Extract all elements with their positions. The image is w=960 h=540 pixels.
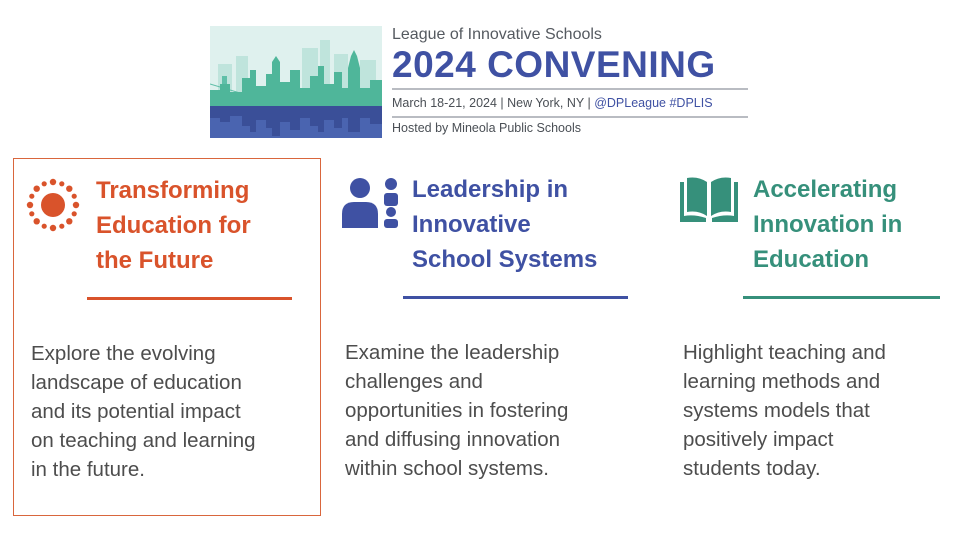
description-line: and its potential impact [31,400,241,423]
dates-place: March 18-21, 2024 | New York, NY | [392,96,591,110]
heading-line: Innovation in [753,211,903,238]
description-line: systems models that [683,399,870,422]
city-skyline-logo [210,26,382,138]
theme-description [31,339,256,484]
heading-line: Transforming [96,177,250,204]
theme-card-accelerating-innovation [678,158,960,516]
heading-line: Accelerating [753,176,898,203]
description-line: Highlight teaching and [683,341,886,364]
description-line: on teaching and learning [31,429,256,452]
theme-description [683,338,886,483]
heading-line: Innovative [412,211,531,238]
heading-line: School Systems [412,246,598,273]
heading-line: the Future [96,247,214,274]
theme-heading [412,172,597,277]
heading-underline [87,297,292,300]
convening-banner [210,26,750,140]
banner-divider [392,88,748,90]
description-line: in the future. [31,458,145,481]
sun-burst-icon [25,177,81,233]
theme-heading [96,173,251,278]
description-line: positively impact [683,428,834,451]
open-book-icon [680,176,738,224]
twitter-handle: @DPLeague [594,96,666,110]
heading-line: Education for [96,212,251,239]
description-line: challenges and [345,370,483,393]
description-line: landscape of education [31,371,242,394]
convening-title: 2024 CONVENING [392,44,716,85]
banner-divider [392,116,748,118]
theme-heading [753,172,902,277]
host-line: Hosted by Mineola Public Schools [392,121,581,135]
description-line: Explore the evolving [31,342,216,365]
description-line: within school systems. [345,457,549,480]
event-dates-location [392,96,713,110]
heading-underline [743,296,940,299]
heading-line: Education [753,246,870,273]
description-line: Examine the leadership [345,341,560,364]
heading-line: Leadership in [412,176,569,203]
heading-underline [403,296,628,299]
event-hashtag: #DPLIS [669,96,713,110]
description-line: opportunities in fostering [345,399,569,422]
theme-description [345,338,568,483]
people-icon [342,176,400,230]
theme-card-transforming-education [13,158,321,516]
theme-card-leadership [340,158,640,516]
league-name: League of Innovative Schools [392,26,602,43]
description-line: and diffusing innovation [345,428,561,451]
description-line: students today. [683,457,821,480]
description-line: learning methods and [683,370,881,393]
